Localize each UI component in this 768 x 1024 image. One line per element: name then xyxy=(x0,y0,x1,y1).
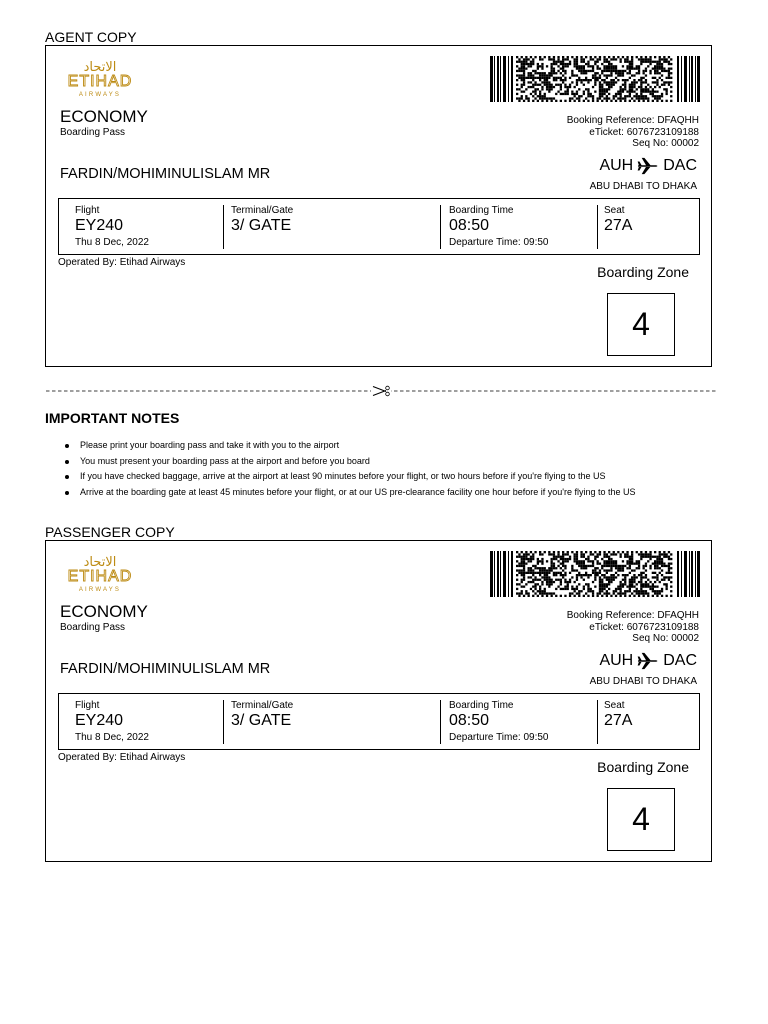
flight-label: Flight xyxy=(75,700,100,711)
note-item: Please print your boarding pass and take it with you to the airport xyxy=(80,438,760,454)
boarding-zone-value: 4 xyxy=(607,788,675,851)
boarding-column xyxy=(440,700,549,744)
note-item: Arrive at the boarding gate at least 45 minutes before your flight, or at our US pre-clearance facility one hour before if you're flying to the US xyxy=(80,485,760,501)
terminal-column xyxy=(223,700,293,744)
seat-column xyxy=(597,205,632,249)
destination-code: DAC xyxy=(663,157,697,174)
boarding-column xyxy=(440,205,549,249)
boarding-time-label: Boarding Time xyxy=(449,700,514,711)
boarding-time-label: Boarding Time xyxy=(449,205,514,216)
svg-text:AIRWAYS: AIRWAYS xyxy=(78,92,122,98)
flight-date: Thu 8 Dec, 2022 xyxy=(75,237,149,248)
route-description: ABU DHABI TO DHAKA xyxy=(589,181,697,192)
cut-line xyxy=(46,385,716,397)
passenger-copy-heading: PASSENGER COPY xyxy=(45,524,175,540)
svg-text:AIRWAYS: AIRWAYS xyxy=(78,587,122,593)
destination-code: DAC xyxy=(663,652,697,669)
flight-number: EY240 xyxy=(75,217,124,234)
route-description: ABU DHABI TO DHAKA xyxy=(589,676,697,687)
svg-text:ETIHAD: ETIHAD xyxy=(67,568,133,585)
sequence-number: Seq No: 00002 xyxy=(632,138,699,149)
seat-number: 27A xyxy=(604,712,633,729)
terminal-label: Terminal/Gate xyxy=(231,700,294,711)
booking-details xyxy=(567,610,699,645)
plane-icon xyxy=(637,652,659,670)
svg-text:الاتحاد: الاتحاد xyxy=(83,60,117,75)
flight-label: Flight xyxy=(75,205,100,216)
agent-boarding-pass xyxy=(45,45,712,367)
seat-label: Seat xyxy=(604,205,625,216)
svg-text:الاتحاد: الاتحاد xyxy=(83,555,117,570)
note-item: If you have checked baggage, arrive at the airport at least 90 minutes before your flight, or two hours before if you're flying to the US xyxy=(80,469,760,485)
eticket-number: eTicket: 6076723109188 xyxy=(589,621,699,633)
flight-number: EY240 xyxy=(75,712,124,729)
passenger-name: FARDIN/MOHIMINULISLAM MR xyxy=(60,661,271,677)
flight-column xyxy=(75,205,149,249)
route xyxy=(599,157,697,175)
terminal-gate: 3/ GATE xyxy=(231,217,292,234)
operator: Operated By: Etihad Airways xyxy=(58,752,186,763)
plane-icon xyxy=(637,157,659,175)
barcode-icon xyxy=(490,551,700,597)
svg-text:ETIHAD: ETIHAD xyxy=(67,73,133,90)
terminal-label: Terminal/Gate xyxy=(231,205,294,216)
boarding-zone-value: 4 xyxy=(607,293,675,356)
seat-label: Seat xyxy=(604,700,625,711)
barcode-icon xyxy=(490,56,700,102)
flight-column xyxy=(75,700,149,744)
departure-time: Departure Time: 09:50 xyxy=(449,732,549,743)
origin-code: AUH xyxy=(599,652,634,669)
seat-number: 27A xyxy=(604,217,633,234)
route xyxy=(599,652,697,670)
booking-details xyxy=(567,115,699,150)
boarding-zone-label: Boarding Zone xyxy=(597,759,689,775)
cabin-class: ECONOMY xyxy=(60,107,148,126)
boarding-time: 08:50 xyxy=(449,712,490,729)
operator: Operated By: Etihad Airways xyxy=(58,257,186,268)
eticket-number: eTicket: 6076723109188 xyxy=(589,126,699,138)
origin-code: AUH xyxy=(599,157,634,174)
booking-reference: Booking Reference: DFAQHH xyxy=(566,115,699,126)
etihad-logo xyxy=(58,551,142,593)
agent-copy-heading: AGENT COPY xyxy=(45,29,137,45)
departure-time: Departure Time: 09:50 xyxy=(449,237,549,248)
note-item: You must present your boarding pass at the airport and before you board xyxy=(80,454,760,470)
passenger-name: FARDIN/MOHIMINULISLAM MR xyxy=(60,166,271,182)
seat-column xyxy=(597,700,632,744)
boarding-zone-label: Boarding Zone xyxy=(597,264,689,280)
flight-date: Thu 8 Dec, 2022 xyxy=(75,732,149,743)
scissors-icon xyxy=(371,385,391,397)
terminal-gate: 3/ GATE xyxy=(231,712,292,729)
etihad-logo xyxy=(58,56,142,98)
terminal-column xyxy=(223,205,293,249)
passenger-boarding-pass xyxy=(45,540,712,862)
document-type: Boarding Pass xyxy=(60,622,126,633)
booking-reference: Booking Reference: DFAQHH xyxy=(566,610,699,621)
document-type: Boarding Pass xyxy=(60,127,126,138)
cabin-class: ECONOMY xyxy=(60,602,148,621)
boarding-time: 08:50 xyxy=(449,217,490,234)
important-notes-list xyxy=(45,438,760,500)
important-notes-heading: IMPORTANT NOTES xyxy=(45,410,180,426)
flight-info-box xyxy=(58,693,700,750)
flight-info-box xyxy=(58,198,700,255)
sequence-number: Seq No: 00002 xyxy=(632,633,699,644)
